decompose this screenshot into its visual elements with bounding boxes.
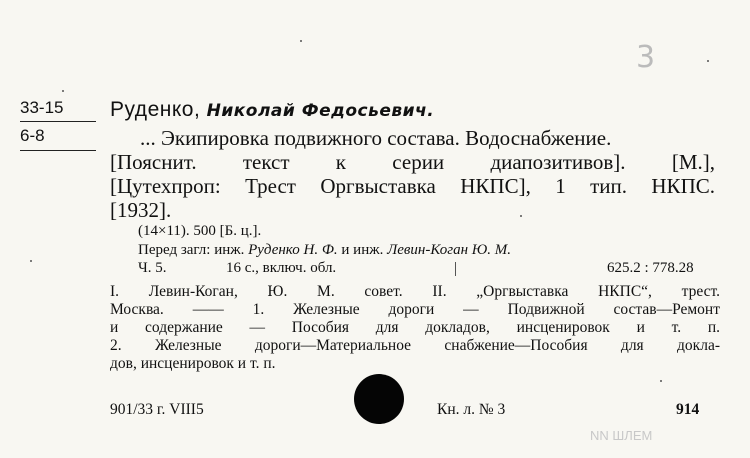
corner-pencil-note: 3 (636, 40, 656, 75)
speck (300, 40, 302, 42)
shelf-mark-divider-2 (20, 150, 96, 151)
author-handwritten: Николай Федосьевич. (206, 101, 435, 121)
footer-accession: 901/33 г. VIII5 (110, 401, 204, 418)
author-heading (110, 98, 434, 122)
before-title-label: Перед загл: инж. (138, 242, 245, 258)
place-bracket: [М.], (671, 150, 716, 174)
before-title-and: и инж. (341, 242, 384, 258)
footer-number: 914 (676, 401, 700, 418)
title-line-4: [1932]. (110, 198, 172, 222)
speck (455, 262, 456, 276)
part-label: Ч. 5. (138, 260, 167, 276)
punch-hole (354, 374, 404, 424)
speck (520, 215, 522, 217)
format-line: (14×11). 500 [Б. ц.]. (138, 223, 262, 239)
title-line-1: ... Экипировка подвижного состава. Водоснабжение. (140, 126, 612, 150)
speck (30, 260, 32, 262)
title-line-2 (110, 150, 715, 174)
notes-line-5: дов, инсценировок и т. п. (110, 355, 276, 372)
classification-index: 625.2 : 778.28 (607, 260, 694, 276)
notes-line-4: 2. Железные дороги—Материальное снабжение—Пособия для докла- (110, 337, 720, 354)
before-title-line (138, 241, 511, 259)
faint-stamp: NN ШЛЕМ (590, 428, 653, 443)
shelf-mark-divider (20, 121, 96, 122)
notes-line-1: I. Левин-Коган, Ю. М. совет. II. „Оргвыставка НКПС“, трест. (110, 283, 720, 300)
pages-extent: 16 с., включ. обл. (226, 260, 337, 276)
author-printed: Руденко, (110, 98, 201, 121)
title-line-2-text: [Пояснит. текст к серии диапозитивов]. (110, 150, 626, 174)
shelf-mark-bottom: 6-8 (20, 126, 45, 145)
speck (62, 90, 64, 92)
shelf-mark-top: 33-15 (20, 98, 64, 117)
before-title-author-2: Левин-Коган Ю. М. (387, 242, 512, 258)
title-line-3: [Цутехпроп: Трест Оргвыставка НКПС], 1 тип. НКПС. (110, 174, 715, 198)
notes-line-2: Москва. —— 1. Железные дороги — Подвижной состав—Ремонт (110, 301, 720, 318)
notes-line-3: и содержание — Пособия для докладов, инсценировок и т. п. (110, 319, 720, 336)
speck (707, 60, 709, 62)
before-title-author-1: Руденко Н. Ф. (248, 242, 338, 258)
footer-book-chamber: Кн. л. № 3 (437, 401, 506, 418)
speck (660, 380, 662, 382)
